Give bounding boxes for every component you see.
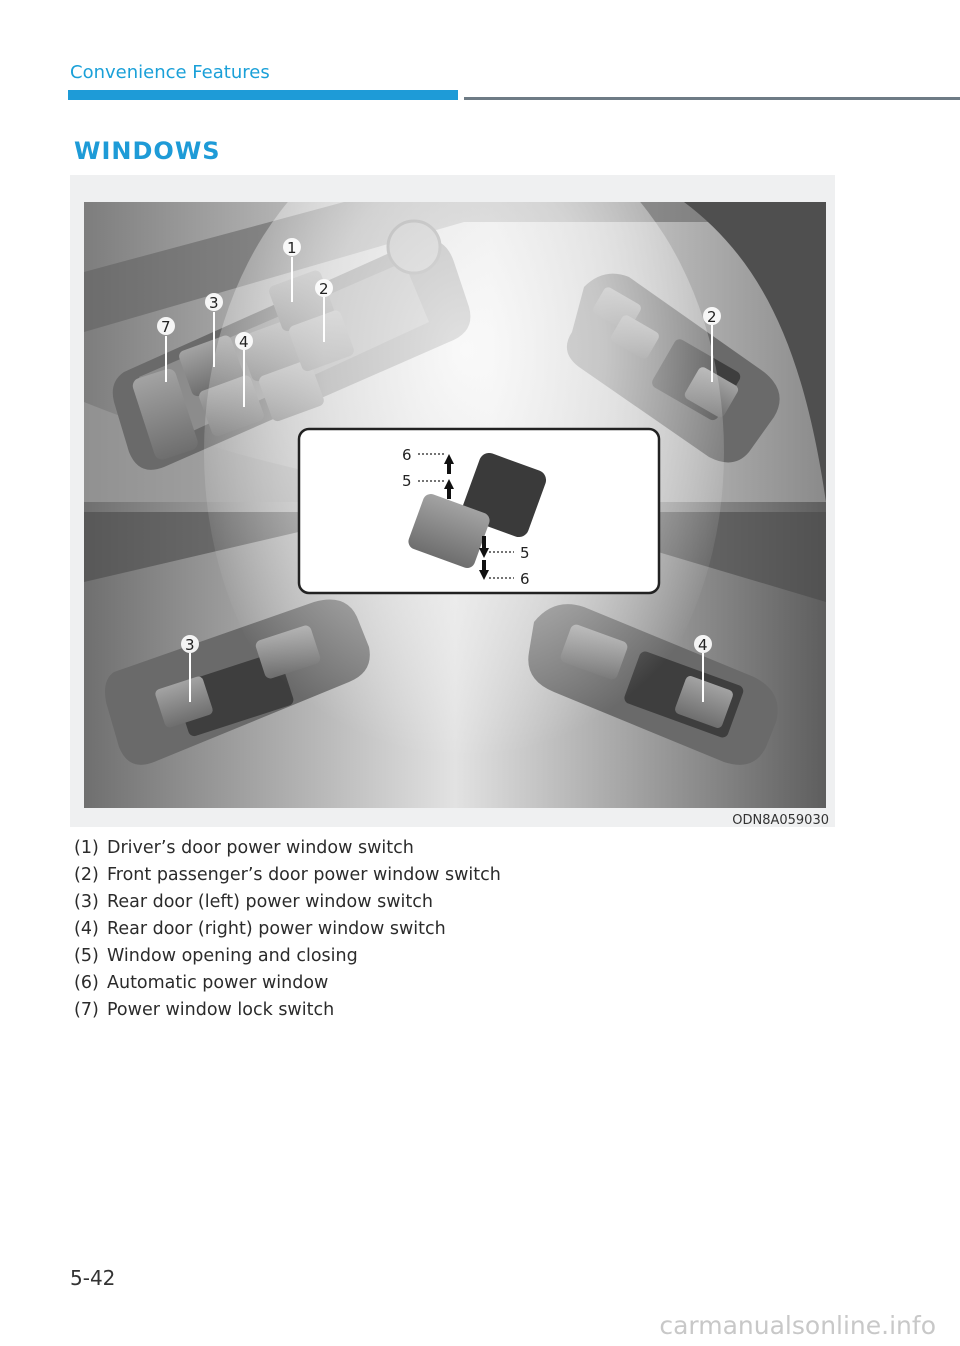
callout-6-upper: 6 [402,446,412,464]
legend-number: (3) [74,892,99,912]
legend-text: Front passenger’s door power window switch [107,865,501,885]
page-number: 5-42 [70,1266,116,1290]
legend-item [74,946,501,973]
callout-4-label: 4 [239,333,249,351]
legend-text: Window opening and closing [107,946,358,966]
figure-code: ODN8A059030 [732,813,829,828]
legend-text: Automatic power window [107,973,329,993]
legend-item [74,865,501,892]
legend-item [74,973,501,1000]
legend-text: Rear door (left) power window switch [107,892,433,912]
legend-item [74,1000,501,1027]
legend-number: (4) [74,919,99,939]
running-header: Convenience Features [70,62,270,83]
header-rule [464,97,960,100]
legend-item [74,919,501,946]
callout-6-lower: 6 [520,570,530,588]
callout-5-lower: 5 [520,544,530,562]
header-rule-accent [68,90,458,100]
window-switches-figure [70,175,835,827]
legend-text: Driver’s door power window switch [107,838,414,858]
callout-1-label: 1 [287,239,297,257]
legend-number: (7) [74,1000,99,1020]
legend-item [74,892,501,919]
legend-number: (1) [74,838,99,858]
legend-text: Power window lock switch [107,1000,335,1020]
callout-3-rear-label: 3 [185,636,195,654]
legend-number: (5) [74,946,99,966]
watermark: carmanualsonline.info [659,1311,936,1340]
callout-4-rear-label: 4 [698,636,708,654]
figure-legend [74,838,501,1027]
callout-5-upper: 5 [402,472,412,490]
window-switches-illustration [84,202,826,808]
legend-number: (6) [74,973,99,993]
section-title: WINDOWS [74,137,221,165]
callout-2-passenger-label: 2 [707,308,717,326]
legend-text: Rear door (right) power window switch [107,919,446,939]
legend-item [74,838,501,865]
callout-2-label: 2 [319,280,329,298]
callout-7-label: 7 [161,318,171,336]
callout-3-label: 3 [209,294,219,312]
legend-number: (2) [74,865,99,885]
